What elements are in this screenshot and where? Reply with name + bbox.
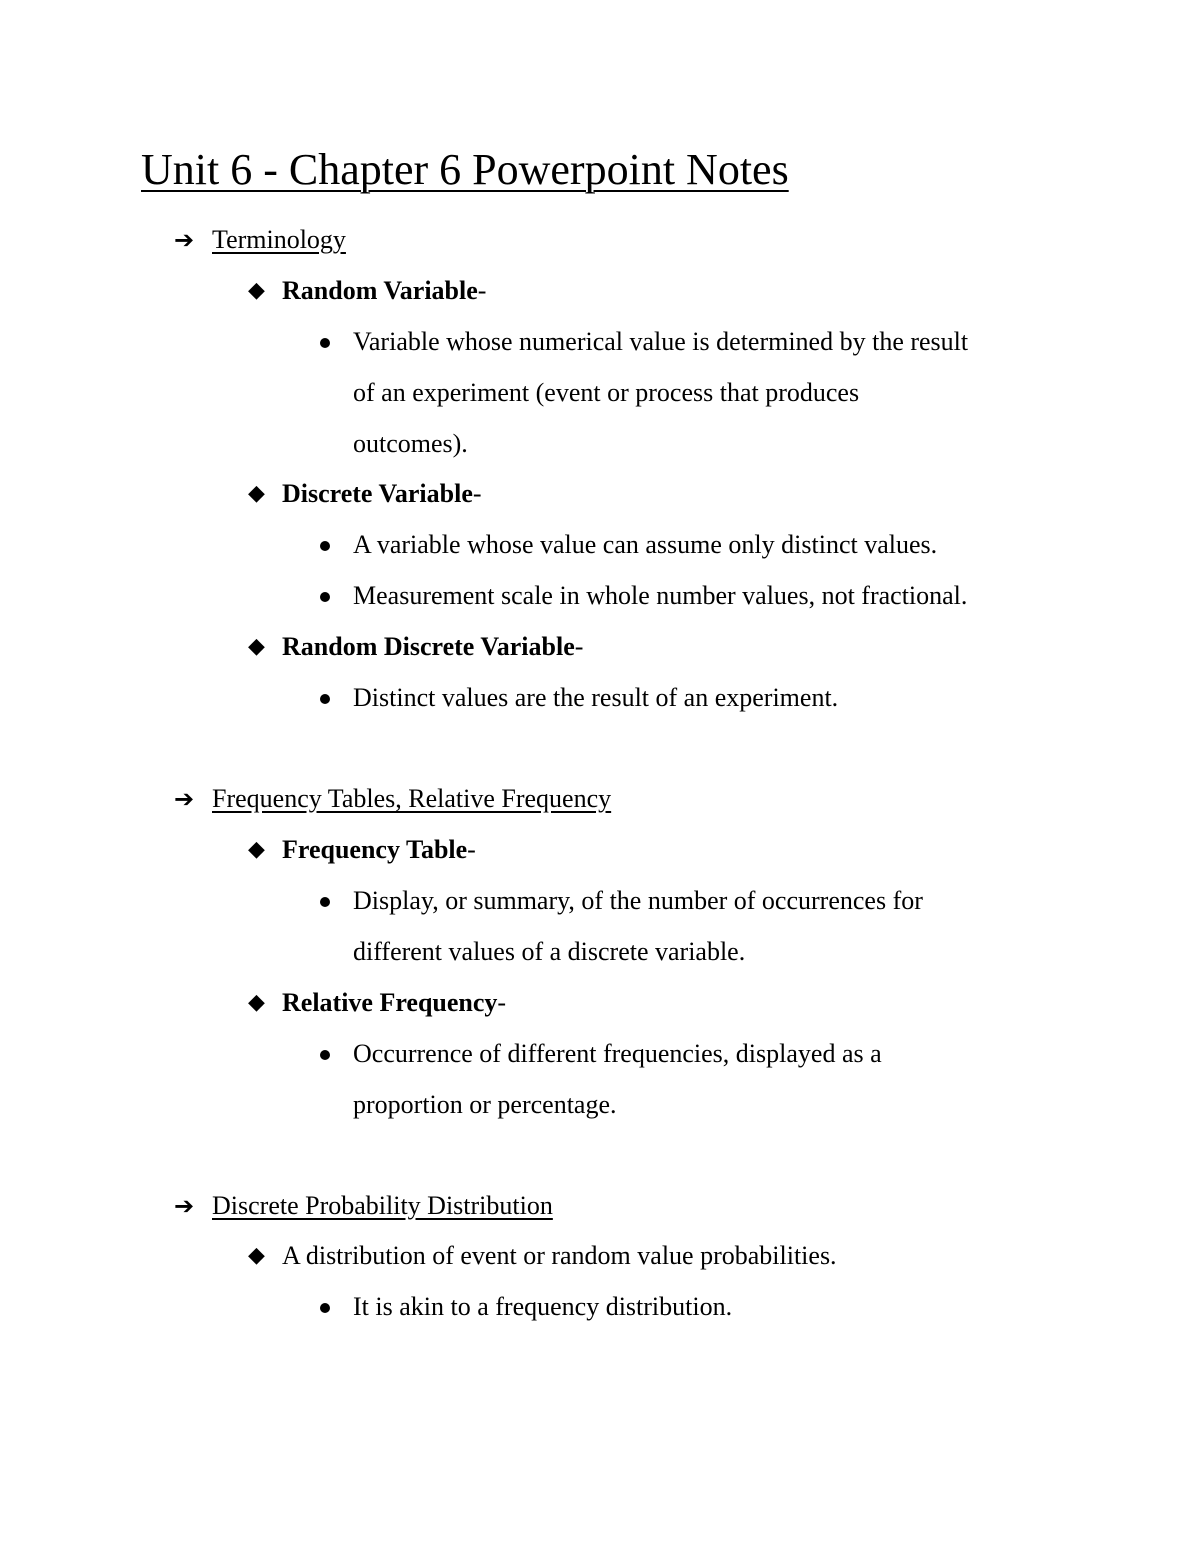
detail-text: Display, or summary, of the number of occurrences for: [353, 886, 923, 915]
round-bullet-icon: [320, 897, 330, 907]
round-bullet-icon: [320, 592, 330, 602]
detail-text: Variable whose numerical value is determined by the result: [353, 327, 969, 356]
detail-text-continued: proportion or percentage.: [353, 1090, 617, 1119]
section-heading: Discrete Probability Distribution: [212, 1191, 553, 1220]
term-suffix: -: [472, 479, 482, 508]
round-bullet-icon: [320, 1050, 330, 1060]
diamond-bullet-icon: ◆: [248, 481, 265, 506]
right-arrow-icon: ➔: [174, 1192, 195, 1220]
round-bullet-icon: [320, 541, 330, 551]
diamond-bullet-icon: ◆: [248, 837, 265, 862]
term-suffix: -: [497, 988, 507, 1017]
round-bullet-icon: [320, 1303, 330, 1313]
detail-text: A variable whose value can assume only distinct values.: [353, 530, 938, 559]
detail-text-continued: different values of a discrete variable.: [353, 937, 746, 966]
term-label: Discrete Variable: [282, 479, 473, 508]
term-suffix: -: [467, 835, 476, 864]
detail-text: It is akin to a frequency distribution.: [353, 1292, 733, 1321]
right-arrow-icon: ➔: [174, 226, 195, 254]
diamond-bullet-icon: ◆: [248, 1243, 265, 1268]
detail-text: Occurrence of different frequencies, displayed as a: [353, 1039, 882, 1068]
round-bullet-icon: [320, 338, 330, 348]
term-suffix: -: [477, 276, 487, 305]
term-suffix: -: [574, 632, 584, 661]
detail-text-continued: outcomes).: [353, 429, 468, 458]
detail-text: Distinct values are the result of an experiment.: [353, 683, 839, 712]
diamond-bullet-icon: ◆: [248, 278, 265, 303]
right-arrow-icon: ➔: [174, 785, 195, 813]
term-label: Frequency Table: [282, 835, 468, 864]
section-heading: Frequency Tables, Relative Frequency: [212, 784, 612, 813]
term-label: Random Discrete Variable: [282, 632, 575, 661]
diamond-bullet-icon: ◆: [248, 634, 265, 659]
statement-text: A distribution of event or random value probabilities.: [282, 1241, 837, 1270]
round-bullet-icon: [320, 694, 330, 704]
diamond-bullet-icon: ◆: [248, 990, 265, 1015]
detail-text-continued: of an experiment (event or process that produces: [353, 378, 860, 407]
term-label: Random Variable: [282, 276, 478, 305]
page-title: Unit 6 - Chapter 6 Powerpoint Notes: [141, 145, 789, 194]
detail-text: Measurement scale in whole number values, not fractional.: [353, 581, 968, 610]
section-heading: Terminology: [212, 225, 346, 254]
term-label: Relative Frequency: [282, 988, 498, 1017]
